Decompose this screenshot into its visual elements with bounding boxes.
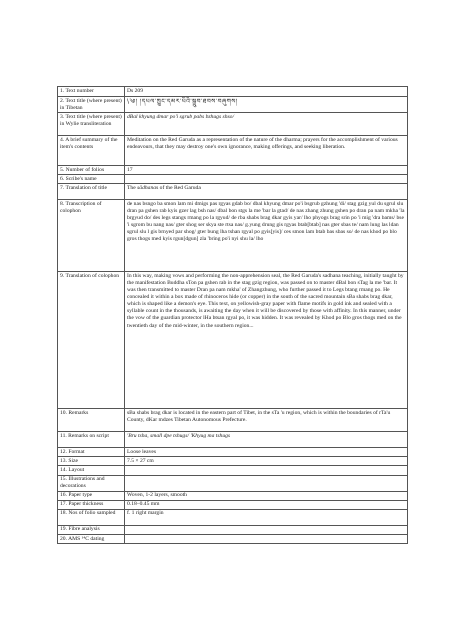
row-value xyxy=(125,525,408,534)
row-label: 9. Translation of colophon xyxy=(58,272,125,409)
table-row xyxy=(58,97,408,113)
row-label: 17. Paper thickness xyxy=(58,500,125,509)
row-label: 10. Remarks xyxy=(58,409,125,432)
row-value-tibetan: \༄། །དཔལ་ཁྱུང་དམར་པོའི་སྒྲུབ་ཐབས་བཞུགས། xyxy=(125,97,408,113)
table-row xyxy=(58,272,408,409)
row-value: Meditation on the Red Garuda as a representation of the nature of the dharma; prayers for the accomplishment of various endeavours, that they may destroy one's own ignorance, making offerings, and seeking liberation. xyxy=(125,136,408,166)
row-value: 17 xyxy=(125,166,408,175)
table-row xyxy=(58,432,408,448)
table-row xyxy=(58,184,408,200)
row-label: 4. A brief summary of the item's contents xyxy=(58,136,125,166)
row-label: 11. Remarks on script xyxy=(58,432,125,448)
table-row xyxy=(58,534,408,543)
row-value: sBa shabs brag dkar is located in the eastern part of Tibet, in the sTa 'u region, which is within the boundaries of rTa'u County, dKar mdzes Tibetan Autonomous Prefecture. xyxy=(125,409,408,432)
title-prefix: The xyxy=(127,184,138,191)
row-value xyxy=(125,175,408,184)
row-label: 2. Text title (where present) in Tibetan xyxy=(58,97,125,113)
table-row xyxy=(58,491,408,500)
table-row xyxy=(58,466,408,475)
row-value: 'Bru tsha, small dpe tshugs/ 'Khyug ma tshugs xyxy=(125,432,408,448)
table-row xyxy=(58,136,408,166)
table-row xyxy=(58,448,408,457)
row-value: 7.5 × 27 cm xyxy=(125,457,408,466)
table-row xyxy=(58,457,408,466)
row-label: 3. Text title (where present) in Wylie transliteration xyxy=(58,113,125,136)
row-value-colophon: de nas bsngo ba smon lam mi dmigs pas rgyas gdab bo/ dbal khyung dmar po'i bsgrub gzhung 'di/ stag gzig yul du sgrul slu dran pa gshen rab kyis gzer lag bsh nas/ dbal bon stgs la me 'bar la gtad/ de nas zhang zhung gshen po dran pa nam mkha 'la brgyud do/ des legs stangs rmang po la rgyud/ de rba shabs brag dkar gyis yar/ lho phyogs brag srin po 'i mig 'dra bams/ bse 'i sgrom bu nang nas/ gter shog ser skya ste rtsa nas/ g.yung drung gis rgyas btab[btab] nas gter sbas te/ nam lung las ldan sgrul slu l gis brnyed par shog/ gter bung lha tshan rgyal po gyis[yis]/ ces smon lam btab bas sbas so/ de nas khod po blo gros thogs med kyis rgun[dgun] zla 'bring po'i nyi shu la/ lho xyxy=(125,200,408,272)
table-row xyxy=(58,500,408,509)
row-label: 16. Paper type xyxy=(58,491,125,500)
row-value xyxy=(125,475,408,491)
table-row xyxy=(58,475,408,491)
row-label: 20. AMS ¹⁴C dating xyxy=(58,534,125,543)
row-value xyxy=(125,534,408,543)
row-label: 7. Translation of title xyxy=(58,184,125,200)
title-italic: sādhana xyxy=(137,184,157,191)
row-value: f. 1 right margin xyxy=(125,509,408,525)
row-label: 15. Illustrations and decorations xyxy=(58,475,125,491)
row-value-translation: In this way, making vows and performing the non-apprehension seal, the Red Garuda's sadhana teaching, initially taught by the manifestation Buddha sTon pa gshen rab in the stag gzig region, was passed on to master dBal bon sTag la me 'bar. It was then transmitted to master Dran pa nam mkha' of Zhangzhung, who further passed it to Legs btang rmang po. He concealed it within a box made of rhinoceros hide (or copper) in the south of the sacred mountain sBa shabs brag dkar, which is shaped like a demon's eye. This text, on yellowish-gray paper with flame motifs in gold ink and sealed with a syllable count in the thousands, is awaiting the day when it will be discovered by those with affinity. In this manner, under the vow of the guardian protector lHa btsan rgyal po, it was hidden. It was revealed by Khod po Blo gros thogs med on the twentieth day of the mid-winter, in the southern region... xyxy=(125,272,408,409)
row-label: 8. Transcription of colophon xyxy=(58,200,125,272)
row-value: Woven, 1-2 layers, smooth xyxy=(125,491,408,500)
table-row xyxy=(58,175,408,184)
row-label: 5. Number of folios xyxy=(58,166,125,175)
table-row xyxy=(58,200,408,272)
row-label: 6. Scribe's name xyxy=(58,175,125,184)
row-label: 14. Layout xyxy=(58,466,125,475)
row-value: 0.18–0.45 mm xyxy=(125,500,408,509)
table-row xyxy=(58,509,408,525)
table-row xyxy=(58,166,408,175)
catalogue-table xyxy=(57,86,408,544)
row-label: 1. Text number xyxy=(58,87,125,97)
row-value: Ds 209 xyxy=(125,87,408,97)
table-row xyxy=(58,87,408,97)
table-row xyxy=(58,113,408,136)
row-value: Loose leaves xyxy=(125,448,408,457)
row-label: 18. Nos of folio sampled xyxy=(58,509,125,525)
table-row xyxy=(58,409,408,432)
row-value xyxy=(125,184,408,200)
title-suffix: s of the Red Garuda xyxy=(156,184,201,191)
row-value xyxy=(125,466,408,475)
row-label: 12. Format xyxy=(58,448,125,457)
row-value-wylie: dBal khyung dmar po'i sgrub pabs bzhugs shso/ xyxy=(125,113,408,136)
catalogue-page xyxy=(57,86,405,544)
row-label: 19. Fibre analysis xyxy=(58,525,125,534)
row-label: 13. Size xyxy=(58,457,125,466)
table-row xyxy=(58,525,408,534)
